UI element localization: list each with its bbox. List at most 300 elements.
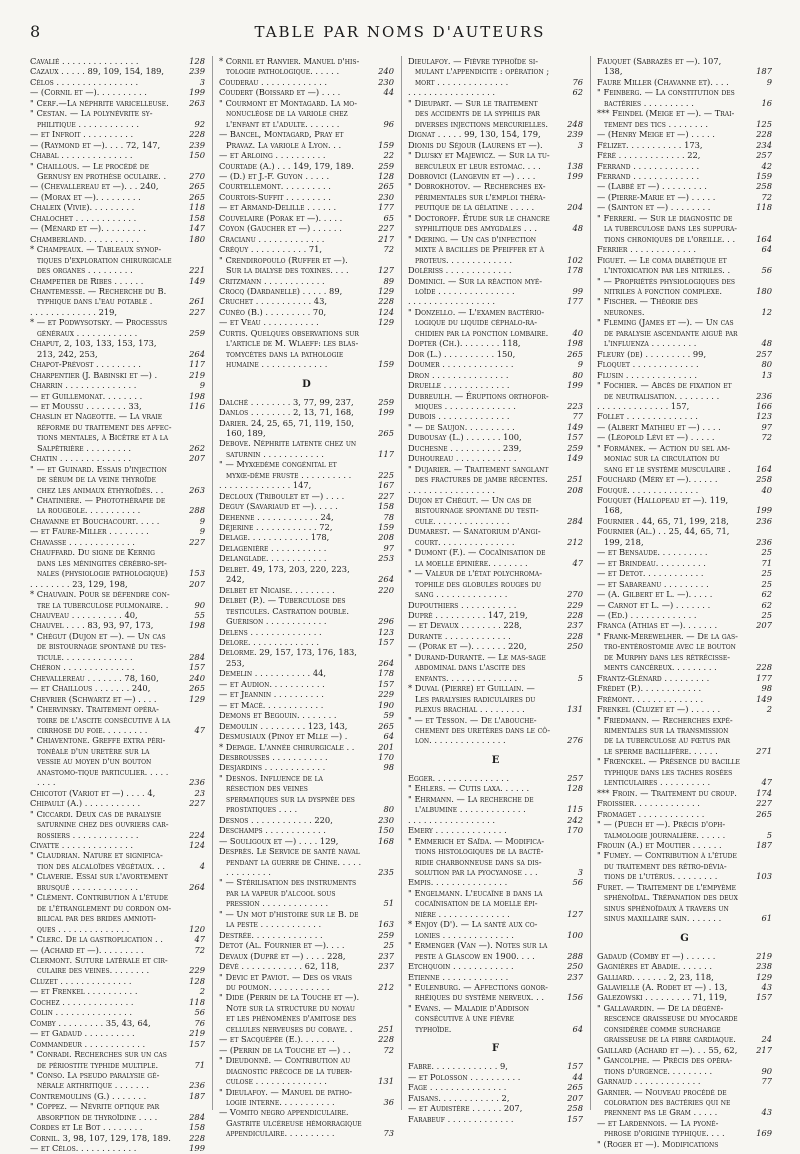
entry-text: Couderau . . . . . . . . . . . . . — [219, 76, 327, 87]
index-entry — [219, 512, 394, 522]
index-entry — [597, 140, 772, 150]
index-entry — [30, 620, 205, 630]
entry-page-ref: 9 — [199, 526, 205, 537]
entry-page-ref: 131 — [567, 704, 583, 715]
index-entry — [219, 1107, 394, 1138]
entry-text: — et Detot. . . . . . . . . . . . — [597, 568, 704, 579]
index-columns — [30, 56, 772, 1154]
index-entry — [219, 234, 394, 244]
entry-text: Créquy . . . . . . . . . . . 71, — [219, 244, 323, 255]
entry-text: * Depage. L'année chirurgicale . . — [219, 741, 355, 752]
entry-page-ref: 236 — [756, 515, 772, 526]
entry-page-ref: 228 — [756, 129, 772, 140]
entry-text: " Dieupart. — Sur le traitement des accidents de la syphilis par diverses injections mercurielles. — [408, 97, 548, 129]
entry-text: — et Veau . . . . . . . . . . . — [219, 317, 319, 328]
index-entry — [219, 647, 394, 668]
entry-text: Decloux (Triboulet et —) . . . . — [219, 490, 345, 501]
index-entry — [30, 934, 205, 944]
entry-text: — Bancel, Montagard, Pray et Pravaz. La variole à Lyon. . . — [219, 129, 344, 150]
index-entry — [408, 1093, 583, 1103]
index-entry — [30, 1143, 205, 1153]
index-entry — [30, 610, 205, 620]
entry-page-ref: 159 — [378, 139, 394, 150]
entry-page-ref: 98 — [383, 762, 394, 773]
index-entry — [597, 56, 772, 77]
entry-page-ref: 115 — [567, 804, 583, 815]
entry-text: Follet . . . . . . . . . . . . . . — [597, 411, 698, 422]
entry-text: Dor (L.) . . . . . . . . . . 150, — [408, 348, 516, 359]
entry-page-ref: 47 — [194, 934, 205, 945]
entry-page-ref: 164 — [756, 233, 772, 244]
entry-page-ref: 12 — [761, 306, 772, 317]
index-entry — [30, 495, 205, 516]
index-entry — [408, 443, 583, 453]
entry-page-ref: 157 — [567, 1061, 583, 1072]
entry-page-ref: 199 — [567, 170, 583, 181]
entry-text: " — et Guinard. Essais d'injection de sérum de la veine thyroïde chez les animaux éthyroïdés. . . — [30, 463, 167, 495]
entry-text: Félizet. . . . . . . . . . . 173, — [597, 139, 703, 150]
index-entry — [408, 631, 583, 641]
entry-text: Dolériss . . . . . . . . . . . . . — [408, 265, 512, 276]
index-entry — [597, 951, 772, 961]
index-entry — [30, 1070, 205, 1091]
index-entry — [597, 255, 772, 276]
entry-text: — (A. Gilbert et L. —). . . . . — [597, 589, 713, 600]
entry-page-ref: 47 — [572, 557, 583, 568]
entry-text: — et Bensaude. . . . . . . . . . — [597, 547, 708, 558]
index-entry — [30, 453, 205, 463]
entry-text: Ferrand . . . . . . . . . . . . . — [597, 160, 700, 171]
entry-page-ref: 80 — [572, 369, 583, 380]
entry-text: Etienne . . . . . . . . . . . . . — [408, 971, 509, 982]
entry-text: " Coppez. — Névrite optique par absorption de thyroïdine . . . . — [30, 1101, 160, 1122]
index-entry — [597, 715, 772, 757]
entry-page-ref: 22 — [383, 150, 394, 161]
entry-text: " Frank-Merewelher. — De la gas-tro-entérostomie avec le bouton de Murphy dans les rétrécisse-ments cancéreux. . . . . . . . . — [597, 630, 738, 673]
entry-page-ref: 129 — [378, 317, 394, 328]
index-entry — [408, 794, 583, 815]
entry-text: " — Un mot d'histoire sur le B. de la peste . . . . . . . . . . . . — [219, 908, 359, 930]
entry-text: Comby . . . . . . . . . 35, 43, 64, — [30, 1017, 151, 1028]
entry-page-ref: 149 — [756, 693, 772, 704]
index-entry — [219, 459, 394, 480]
entry-page-ref: 225 — [378, 469, 394, 480]
entry-page-ref: 25 — [761, 547, 772, 558]
index-entry — [408, 836, 583, 878]
entry-page-ref: 212 — [378, 981, 394, 992]
entry-text: Faisans. . . . . . . . . . . . 2, — [408, 1092, 510, 1103]
index-entry — [30, 850, 205, 871]
entry-page-ref: 236 — [189, 777, 205, 788]
entry-page-ref: 124 — [378, 306, 394, 317]
index-entry — [597, 547, 772, 557]
entry-text: — et Moussu . . . . . . . . 33, — [30, 400, 142, 411]
index-entry — [219, 438, 394, 459]
index-entry — [597, 171, 772, 181]
entry-text: — et Chaillous . . . . . . . 240, — [30, 683, 151, 694]
entry-text: — Souligoux et —) . . . . 129, — [219, 835, 339, 846]
entry-text: . . . . . . . . . . . . . . 157, — [597, 400, 690, 411]
index-entry — [408, 919, 583, 940]
index-entry — [408, 391, 583, 412]
entry-text: — (Raymond et —). . . . 72, 147, — [30, 139, 161, 150]
index-entry — [30, 1018, 205, 1028]
index-entry — [597, 982, 772, 992]
index-entry — [597, 359, 772, 369]
index-entry — [30, 1133, 205, 1143]
entry-page-ref: 296 — [378, 616, 394, 627]
entry-text: " — de Saujon. . . . . . . . . . — [408, 421, 515, 432]
entry-page-ref: 76 — [194, 1017, 205, 1028]
index-section-letter: D — [302, 378, 311, 390]
entry-page-ref: 221 — [189, 265, 205, 276]
entry-page-ref: 64 — [383, 731, 394, 742]
entry-text: Clermont. Suture latérale et cir-culaire des veines. . . . . . . . — [30, 954, 168, 976]
entry-text: " Gancolphe. — Précis des opéra-tions d'urgence. . . . . . . . . — [597, 1055, 733, 1076]
index-column-2 — [219, 56, 394, 1139]
entry-text: Egger. . . . . . . . . . . . . . . — [408, 772, 510, 783]
index-entry — [219, 762, 394, 772]
index-entry — [219, 930, 394, 940]
entry-page-ref: 259 — [567, 442, 583, 453]
entry-text: Farabeuf . . . . . . . . . . . . . — [408, 1113, 514, 1124]
entry-text: " Cerf.—La néphrite varicelleuse. — [30, 97, 169, 108]
entry-text: " Durand-Duranté. — Le mas-sage abdominal dans l'ascite des enfants. . . . . . . . . . . . . . — [408, 651, 546, 683]
entry-text: — et Devaux . . . . . . . . 228, — [408, 620, 522, 631]
index-entry — [219, 721, 394, 731]
entry-text: " Chégut (Dujon et —). — Un cas de bistournage spontané du tes-ticule. . . . . . . . . . . . . . — [30, 630, 166, 662]
index-entry — [219, 992, 394, 1034]
entry-text: Courtellemont. . . . . . . . . . — [219, 181, 331, 192]
entry-text: Chevallereau . . . . . . . 78, 160, — [30, 672, 159, 683]
entry-text: Chauffard. Du signe de Kernig dans les méningites cérébro-spi-nales (physiologie pathologique) — [30, 547, 168, 579]
entry-text: — (Porak et —). . . . . . . 220, — [408, 641, 527, 652]
entry-text: — et Polosson . . . . . . . . . . — [408, 1071, 521, 1082]
index-entry — [219, 397, 394, 407]
entry-page-ref: 265 — [378, 181, 394, 192]
entry-text: Gadaud (Comby et —) . . . . . . — [597, 950, 716, 961]
index-entry — [30, 77, 205, 87]
index-entry — [597, 882, 772, 924]
index-entry — [408, 150, 583, 171]
entry-page-ref: 177 — [378, 202, 394, 213]
index-entry — [408, 526, 583, 547]
entry-page-ref: 25 — [761, 610, 772, 621]
entry-text: Dalché . . . . . . . . 3, 77, 99, 237, — [219, 396, 354, 407]
entry-text: Garnaud . . . . . . . . . . . . . — [597, 1076, 701, 1087]
entry-page-ref: 237 — [567, 620, 583, 631]
entry-page-ref: 5 — [577, 672, 583, 683]
entry-page-ref: 123 — [378, 626, 394, 637]
entry-text: Desmusiaux (Pinoy et Mlle —) . — [219, 731, 348, 742]
entry-page-ref: 118 — [189, 996, 205, 1007]
index-entry — [408, 972, 583, 982]
entry-page-ref: 156 — [567, 992, 583, 1003]
index-entry — [219, 815, 394, 825]
index-entry — [30, 276, 205, 286]
entry-page-ref: 190 — [378, 699, 394, 710]
entry-text: " Fleming (James et —). — Un cas de paralysie ascendante aiguë par l'influenza . . . . . . . . . — [597, 317, 738, 349]
index-entry — [219, 877, 394, 908]
entry-page-ref: 227 — [378, 490, 394, 501]
entry-text: Gagnières et Abadie. . . . . . . — [597, 961, 712, 972]
entry-page-ref: 237 — [378, 950, 394, 961]
index-section-letter: E — [491, 754, 500, 766]
entry-page-ref: 253 — [378, 553, 394, 564]
entry-page-ref: 92 — [194, 118, 205, 129]
index-entry — [597, 349, 772, 359]
index-entry — [408, 961, 583, 971]
entry-page-ref: 263 — [189, 484, 205, 495]
entry-text: " Dumont (F.). — Cocaïnisation de la moelle épinière. . . . . . . . — [408, 547, 546, 568]
entry-text: * Enjoy (D'). — La santé aux co-lonies . . . . . . . . . . . . . . — [408, 919, 538, 940]
entry-page-ref: 64 — [572, 1023, 583, 1034]
entry-page-ref: 259 — [189, 327, 205, 338]
entry-page-ref: 265 — [378, 427, 394, 438]
entry-page-ref: 239 — [567, 129, 583, 140]
entry-text: Célos . . . . . . . . . . . . . . . . — [30, 76, 139, 87]
index-entry — [219, 637, 394, 647]
entry-text: " — Stérilisation des instruments par la vapeur d'alcool sous pression . . . . . . . . . . . . . — [219, 877, 357, 909]
entry-page-ref: 227 — [756, 798, 772, 809]
index-entry — [219, 213, 394, 223]
entry-page-ref: 228 — [756, 662, 772, 673]
entry-page-ref: 150 — [378, 825, 394, 836]
entry-page-ref: 236 — [189, 1080, 205, 1091]
index-entry — [219, 731, 394, 741]
entry-text: " Doctoroff. Étude sur le chancre syphilitique des amygdales . . . — [408, 212, 550, 234]
entry-page-ref: 228 — [189, 129, 205, 140]
entry-page-ref: 158 — [378, 501, 394, 512]
entry-text: Delore. . . . . . . . . . . . . . — [219, 637, 320, 648]
entry-text: Empis. . . . . . . . . . . . . . . — [408, 877, 508, 888]
index-entry — [219, 773, 394, 815]
entry-page-ref: 227 — [189, 798, 205, 809]
index-entry — [30, 537, 205, 547]
entry-page-ref: 201 — [378, 741, 394, 752]
entry-text: Chauveau . . . . . . . . . . 40, — [30, 610, 138, 621]
entry-text: Druelle . . . . . . . . . . . . . — [408, 380, 510, 391]
entry-page-ref: 16 — [761, 97, 772, 108]
entry-text: Durante . . . . . . . . . . . . . — [408, 630, 511, 641]
entry-text: — et Célos. . . . . . . . . . . . — [30, 1143, 137, 1154]
index-entry — [219, 522, 394, 532]
entry-page-ref: 240 — [189, 672, 205, 683]
entry-text: Froissier. . . . . . . . . . . . . — [597, 798, 700, 809]
index-entry — [597, 756, 772, 787]
index-entry — [597, 568, 772, 578]
index-entry — [30, 673, 205, 683]
entry-text: Delbet (P.). — Tuberculose des testicules. Castration double. Guérison . . . . . . . . . . . . — [219, 595, 349, 627]
index-entry — [219, 585, 394, 595]
entry-page-ref: 258 — [756, 474, 772, 485]
entry-text: " Cestan. — La polynévrite sy-philitique . . . . . . . . . . . . — [30, 108, 153, 129]
entry-text: Doumer . . . . . . . . . . . . . . — [408, 359, 514, 370]
entry-page-ref: 258 — [567, 1103, 583, 1114]
index-entry — [408, 495, 583, 526]
page-title: TABLE PAR NOMS D'AUTEURS — [254, 23, 546, 41]
index-entry — [408, 380, 583, 390]
index-entry — [30, 997, 205, 1007]
index-entry — [30, 66, 205, 76]
index-entry — [219, 627, 394, 637]
entry-text: Charpentier (J. Babinski et —) . — [30, 369, 158, 380]
entry-text: Curtis. Quelques observations sur l'article de M. Wlaeff: les blas-tomycètes dans la pathologie humaine . . . . . . . . . . . . . — [219, 327, 359, 370]
index-entry — [30, 694, 205, 704]
entry-text: Cordes et Le Bot . . . . . . . . — [30, 1122, 143, 1133]
entry-text: Dujon et Chégut. — Un cas de bistournage spontané du testi-cule. . . . . . . . . . . . . . . — [408, 495, 539, 526]
entry-text: " Conradi. Recherches sur un cas de périostite typhide multiple. — [30, 1049, 167, 1070]
entry-page-ref: 128 — [189, 56, 205, 66]
entry-text: " Conso. La pseudo paralysie gé-nérale arthritique . . . . . . . — [30, 1069, 160, 1091]
index-entry — [219, 202, 394, 212]
entry-page-ref: 199 — [189, 1143, 205, 1154]
index-entry — [219, 742, 394, 752]
entry-text: Desjardins . . . . . . . . . . . . — [219, 762, 326, 773]
entry-page-ref: 100 — [567, 929, 583, 940]
entry-text: Chalochet . . . . . . . . . . . . — [30, 212, 137, 223]
entry-text: — (Achard et —). . . . . . . . . — [30, 944, 144, 955]
index-entry — [597, 840, 772, 850]
entry-page-ref: 237 — [378, 961, 394, 972]
entry-page-ref: 177 — [567, 296, 583, 307]
entry-page-ref: 62 — [761, 599, 772, 610]
entry-text: " — Valeur de l'état polychroma-tophile des globules rouges du sang . . . . . . . . . . . . . . — [408, 568, 543, 600]
entry-page-ref: 157 — [567, 1113, 583, 1124]
index-entry — [408, 349, 583, 359]
entry-text: — et Gadaud . . . . . . . . . . — [30, 1028, 135, 1039]
entry-page-ref: 250 — [567, 961, 583, 972]
index-entry — [219, 595, 394, 626]
entry-text: " Devic et Paviot. — Des os vrais du poumon. . . . . . . . . . . . — [219, 971, 352, 992]
entry-page-ref: 71 — [194, 1059, 205, 1070]
index-entry — [30, 338, 205, 359]
entry-page-ref: 219 — [756, 950, 772, 961]
index-entry — [597, 380, 772, 401]
index-entry — [219, 1034, 394, 1044]
entry-text: Figuet. — Le coma diabétique et l'intoxication par les nitriles. . — [597, 254, 731, 276]
entry-page-ref: 251 — [567, 474, 583, 485]
index-entry — [30, 986, 205, 996]
index-entry — [30, 579, 205, 589]
index-entry — [597, 87, 772, 108]
index-entry — [597, 129, 772, 139]
page-number: 8 — [30, 22, 41, 41]
index-entry — [30, 704, 205, 735]
entry-page-ref: 24 — [761, 1034, 772, 1045]
entry-page-ref: 174 — [756, 787, 772, 798]
index-entry — [30, 1049, 205, 1070]
index-entry — [408, 485, 583, 495]
entry-text: " Chaillous. — Le procédé de Gernusy en prothèse oculaire. . — [30, 160, 167, 181]
index-entry — [30, 140, 205, 150]
entry-text: Etchquoin . . . . . . . . . . . . — [408, 961, 514, 972]
index-entry — [30, 589, 205, 610]
entry-page-ref: 77 — [572, 411, 583, 422]
entry-page-ref: 124 — [189, 839, 205, 850]
entry-page-ref: 129 — [756, 971, 772, 982]
entry-page-ref: 198 — [189, 620, 205, 631]
entry-text: Galezowski . . . . . . . . . 71, 119, — [597, 992, 727, 1003]
entry-text: Dominici. — Sur la réaction myé-loïde . . . . . . . . . . . . . . . — [408, 275, 543, 296]
index-entry — [219, 553, 394, 563]
entry-text: Floquet . . . . . . . . . . . . . — [597, 359, 699, 370]
entry-text: " Ferreri. — Sur le diagnostic de la tuberculose dans les suppura-tions chroniques de l'oreille. . . — [597, 212, 738, 244]
entry-text: — (Léopold Lévi et —) . . . . . — [597, 432, 715, 443]
entry-text: Chipault (A.) . . . . . . . . . . . — [30, 798, 141, 809]
entry-page-ref: 265 — [189, 181, 205, 192]
entry-text: Fouqué. . . . . . . . . . . . . . — [597, 484, 699, 495]
entry-page-ref: 187 — [189, 1090, 205, 1101]
entry-text: Cunéo (B.) . . . . . . . . . 70, — [219, 306, 327, 317]
entry-page-ref: 47 — [761, 777, 772, 788]
entry-text: " Ciccardi. Deux cas de paralysie saturnine chez des ouvriers car-rossiers . . . . . . . . . . . . . — [30, 808, 169, 840]
entry-page-ref: 9 — [199, 380, 205, 391]
entry-page-ref: 207 — [189, 578, 205, 589]
entry-text: Frémont. . . . . . . . . . . . . . — [597, 693, 704, 704]
entry-page-ref: 208 — [567, 484, 583, 495]
entry-text: " Fochier. — Abcès de fixation et de neutralisation. . . . . . . . . — [597, 380, 732, 401]
entry-text: Duhoureau . . . . . . . . . . . . — [408, 453, 517, 464]
entry-text: Cluzet . . . . . . . . . . . . . . — [30, 975, 132, 986]
entry-page-ref: 44 — [383, 87, 394, 98]
entry-text: " Ehrmann. — La recherche de l'albumine . . . . . . . . . . . . . — [408, 793, 534, 815]
entry-text: " Ehlers. — Cutis laxa. . . . . . — [408, 783, 530, 794]
entry-text: Cavalié . . . . . . . . . . . . . . . — [30, 56, 139, 66]
entry-page-ref: 284 — [189, 651, 205, 662]
entry-text: Dupré . . . . . . . . . . 147, 219, — [408, 610, 528, 621]
index-entry — [597, 620, 772, 630]
entry-page-ref: 169 — [756, 1128, 772, 1139]
entry-page-ref: 97 — [383, 542, 394, 553]
entry-page-ref: 284 — [567, 515, 583, 526]
index-entry — [219, 276, 394, 286]
entry-text: Chaslin et Nageotte. — La vraie réforme du traitement des affec-tions mentales, à Bicêtre et à la Salpêtrière . . . . . . . . . — [30, 411, 172, 453]
entry-text: Féré . . . . . . . . . . . . . 22, — [597, 150, 701, 161]
entry-page-ref: 65 — [383, 212, 394, 223]
entry-page-ref: 77 — [761, 1076, 772, 1087]
index-entry — [597, 401, 772, 411]
entry-text: Fouquet (Hallopeau et —). 119, 168, — [597, 495, 729, 516]
index-entry — [30, 683, 205, 693]
entry-text: Frenkel (Cluzet et —) . . . . . . — [597, 704, 721, 715]
entry-text: * Champeaux. — Tableaux synop-tiques d'exploration chirurgicale des organes . . . . . . . . . — [30, 244, 172, 276]
entry-text: Dumarest. — Sanatorium d'Angi-court. . . . . . . . . . . . . . . — [408, 526, 541, 547]
entry-text: * — et Podwysotsky. — Processus généraux . . . . . . . . . . . . — [30, 317, 168, 338]
entry-text: " Engelmann. L'eucaïne β dans la cocaïnisation de la moelle épi-nière . . . . . . . . . . . . . . — [408, 887, 543, 919]
index-column-1 — [30, 56, 205, 1154]
index-entry — [30, 307, 205, 317]
entry-page-ref: 62 — [572, 87, 583, 98]
index-entry — [219, 1087, 394, 1108]
index-entry — [219, 972, 394, 993]
entry-text: Delage. . . . . . . . . . . . 178, — [219, 532, 330, 543]
entry-page-ref: 123 — [756, 411, 772, 422]
entry-page-ref: 43 — [761, 1107, 772, 1118]
entry-text: Chamberland. . . . . . . . . . . — [30, 233, 140, 244]
entry-text: Flusin . . . . . . . . . . . . . . — [597, 369, 698, 380]
entry-text: " Dœring. — Un cas d'infection mixte à bacilles de Pfeiffer et à proteus. . . . . . . . . . . . . — [408, 233, 545, 265]
entry-text: Cruchet . . . . . . . . . . . 43, — [219, 296, 327, 307]
column-divider — [590, 56, 591, 1110]
entry-text: Courtade (A.) . . . 149, 179, 189. — [219, 160, 354, 171]
index-entry — [408, 783, 583, 793]
entry-page-ref: 265 — [567, 348, 583, 359]
index-entry — [408, 296, 583, 306]
index-entry — [30, 192, 205, 202]
index-entry — [30, 129, 205, 139]
entry-text: Franca (Athias et —). . . . . . . — [597, 620, 718, 631]
